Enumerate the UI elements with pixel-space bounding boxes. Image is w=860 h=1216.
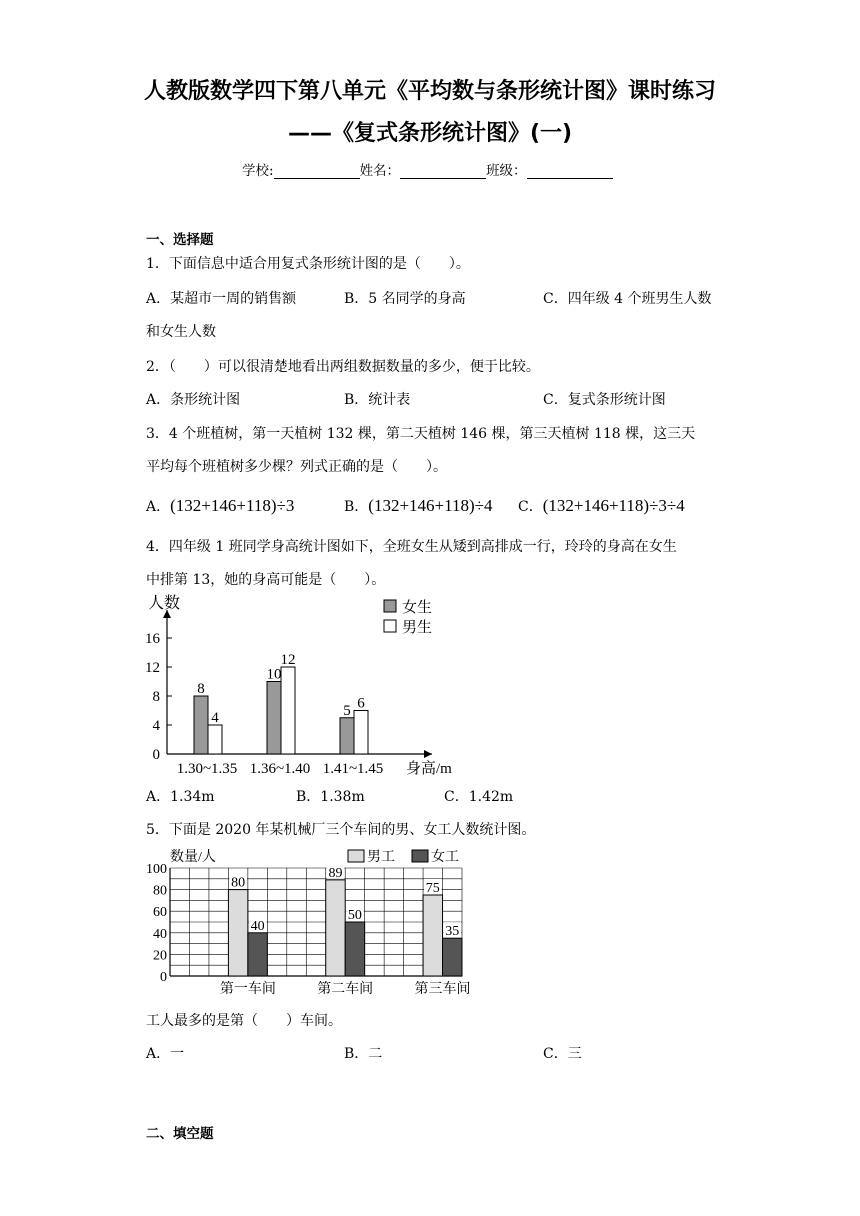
- bar: [248, 933, 267, 976]
- q3-option-b-formula: (132+146+118)÷4: [368, 496, 493, 515]
- chart-2-grid: [170, 865, 462, 976]
- q5-question: 工人最多的是第（ ）车间。: [146, 1013, 342, 1029]
- q3-option-c-label: C．: [518, 499, 543, 515]
- y-tick-label: 0: [160, 970, 167, 985]
- q3-option-c-formula: (132+146+118)÷3÷4: [542, 496, 685, 515]
- school-blank[interactable]: [274, 164, 360, 179]
- y-tick-label: 12: [145, 660, 160, 676]
- title-line-2: ——《复式条形统计图》(一): [287, 121, 573, 146]
- class-label: 班级：: [486, 163, 527, 179]
- bar: [208, 725, 222, 754]
- q2-option-c[interactable]: C．复式条形统计图: [543, 392, 666, 408]
- q2-option-b[interactable]: B．统计表: [344, 392, 411, 408]
- x-tick-label: 1.30~1.35: [176, 761, 238, 777]
- data-label: 80: [231, 875, 246, 891]
- q1-option-a[interactable]: A．某超市一周的销售额: [146, 291, 297, 307]
- q4-option-c[interactable]: C．1.42m: [444, 789, 514, 805]
- legend-swatch: [348, 850, 364, 862]
- legend-label: 男生: [402, 620, 433, 636]
- q4-option-a[interactable]: A．1.34m: [146, 789, 215, 805]
- q1-option-b[interactable]: B．5 名同学的身高: [344, 291, 466, 307]
- y-tick-label: 20: [153, 948, 167, 964]
- q3-option-a[interactable]: [146, 496, 294, 516]
- legend-label: 男工: [367, 850, 395, 865]
- legend-label: 女生: [402, 600, 433, 616]
- x-tick-label: 第三车间: [414, 982, 471, 997]
- y-axis-label: 数量/人: [170, 850, 216, 865]
- y-axis-label: 人数: [148, 595, 181, 612]
- y-tick-label: 60: [153, 905, 167, 921]
- legend-swatch: [384, 600, 396, 612]
- data-label: 4: [211, 710, 219, 726]
- bar: [194, 696, 208, 754]
- q3-stem-line-2: 平均每个班植树多少棵？列式正确的是（ ）。: [146, 459, 447, 475]
- q3-option-a-label: A．: [146, 499, 171, 515]
- y-tick-label: 8: [152, 689, 160, 705]
- chart-2-legend: [348, 849, 459, 865]
- bar: [423, 895, 442, 976]
- student-info-fields: [242, 159, 613, 179]
- bar: [443, 938, 462, 976]
- bar: [326, 880, 345, 976]
- data-label: 5: [343, 702, 351, 719]
- title-line-1: 人教版数学四下第八单元《平均数与条形统计图》课时练习: [143, 79, 716, 104]
- x-tick-label: 第一车间: [219, 982, 276, 997]
- data-label: 35: [445, 924, 460, 940]
- q5-stem: 5．下面是 2020 年某机械厂三个车间的男、女工人数统计图。: [146, 822, 536, 838]
- bar: [354, 711, 368, 755]
- bar: [267, 682, 281, 755]
- x-tick-label: 1.36~1.40: [249, 761, 311, 777]
- section-2-title: 二、填空题: [146, 1126, 214, 1142]
- data-label: 75: [425, 881, 440, 896]
- q3-option-a-formula: (132+146+118)÷3: [170, 496, 295, 515]
- data-label: 89: [328, 865, 343, 881]
- q2-stem: 2．（ ）可以很清楚地看出两组数据数量的多少，便于比较。: [146, 359, 540, 375]
- q5-option-c[interactable]: C．三: [543, 1046, 582, 1062]
- q3-option-b[interactable]: [344, 496, 493, 516]
- chart-1-legend: [384, 599, 432, 636]
- y-tick-label: 4: [152, 718, 160, 734]
- name-label: 姓名：: [359, 163, 401, 179]
- q4-option-b[interactable]: B．1.38m: [296, 789, 365, 805]
- y-tick-label: 40: [153, 926, 167, 942]
- section-1-title: 一、选择题: [146, 232, 214, 248]
- bar: [345, 922, 364, 976]
- data-label: 50: [347, 908, 362, 923]
- data-label: 12: [280, 652, 296, 668]
- name-blank[interactable]: [400, 164, 486, 179]
- workshop-bar-chart: [140, 842, 490, 1002]
- q1-option-c-continued: 和女生人数: [146, 324, 216, 340]
- bar: [281, 667, 295, 754]
- school-label: 学校:: [242, 163, 274, 179]
- q5-option-b[interactable]: B．二: [344, 1046, 383, 1062]
- y-tick-label: 100: [146, 862, 167, 877]
- chart-2-labels: [146, 848, 471, 997]
- data-label: 40: [250, 918, 265, 934]
- data-label: 6: [357, 695, 365, 712]
- x-tick-label: 1.41~1.45: [322, 761, 384, 777]
- y-tick-label: 80: [153, 883, 167, 899]
- bar: [340, 718, 354, 754]
- class-blank[interactable]: [527, 164, 613, 179]
- q5-option-a[interactable]: A．一: [146, 1046, 185, 1062]
- height-bar-chart: [140, 590, 470, 780]
- q3-stem-line-1: 3．4 个班植树，第一天植树 132 棵，第二天植树 146 棵，第三天植树 118 棵，这三天: [146, 426, 696, 442]
- q4-stem-line-2: 中排第 13，她的身高可能是（ ）。: [146, 572, 386, 588]
- q2-option-a[interactable]: A．条形统计图: [146, 392, 241, 408]
- legend-swatch: [384, 620, 396, 632]
- q3-option-c[interactable]: [518, 496, 685, 516]
- x-axis-label: 身高/m: [406, 761, 452, 777]
- q4-stem-line-1: 4．四年级 1 班同学身高统计图如下，全班女生从矮到高排成一行，玲玲的身高在女生: [146, 539, 677, 555]
- x-axis-arrow: [424, 750, 432, 758]
- x-tick-label: 第二车间: [317, 982, 374, 997]
- data-label: 10: [266, 666, 282, 683]
- bar: [228, 890, 247, 976]
- q1-stem: 1．下面信息中适合用复式条形统计图的是（ ）。: [146, 256, 470, 272]
- q3-option-b-label: B．: [344, 499, 369, 515]
- y-tick-label: 0: [152, 747, 160, 763]
- q1-option-c[interactable]: C．四年级 4 个班男生人数: [543, 291, 712, 307]
- data-label: 8: [197, 681, 205, 697]
- legend-label: 女工: [431, 850, 459, 865]
- y-tick-label: 16: [145, 631, 160, 647]
- legend-swatch: [412, 850, 428, 862]
